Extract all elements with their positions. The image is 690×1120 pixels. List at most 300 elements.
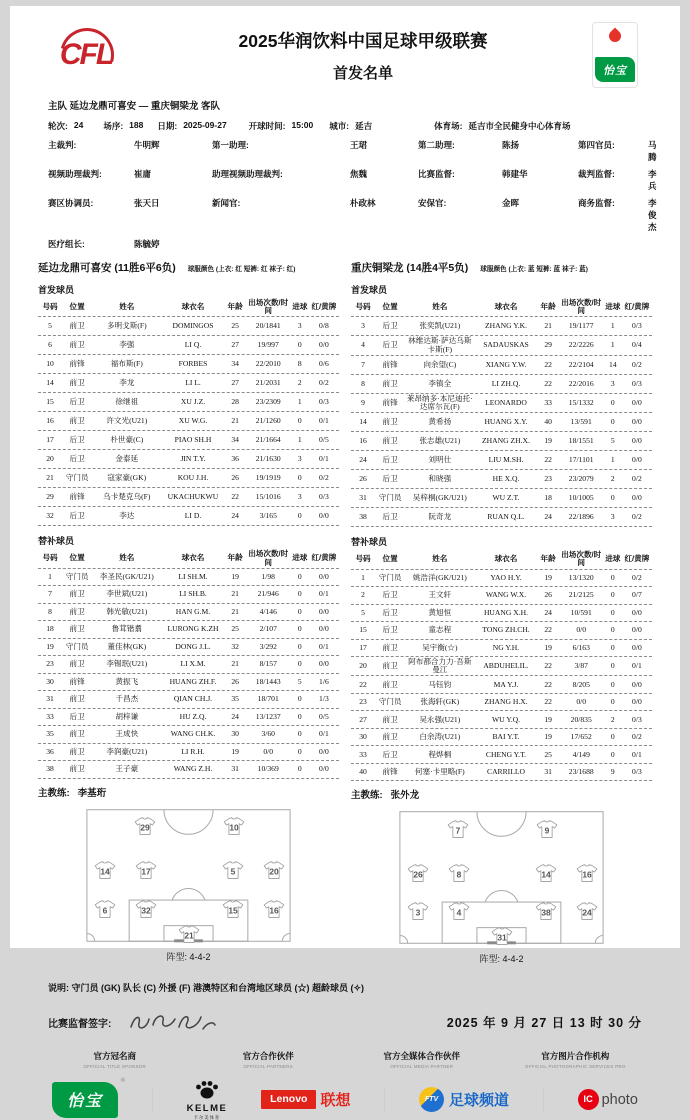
cell: 33 [359, 749, 367, 759]
cell: 李圣民(GK/U21) [99, 571, 154, 581]
cell: 姓名 [432, 554, 448, 564]
player-row [38, 656, 339, 674]
divider [543, 1087, 544, 1113]
cell: LURONG K.ZH [167, 624, 219, 634]
cell: 进球 [605, 302, 621, 312]
cell: 40 [359, 767, 367, 777]
svg-text:17: 17 [141, 866, 152, 877]
cell: 19 [231, 746, 239, 756]
cell: 张志雄(U21) [419, 436, 461, 446]
cell: 姓名 [432, 302, 448, 312]
cell: 0/0 [319, 340, 329, 350]
cell: 马钰钧 [428, 679, 452, 689]
home-starters-label: 首发球员 [38, 285, 75, 295]
cell: HUANG X.H. [483, 607, 529, 617]
player-jersey [448, 863, 470, 881]
cell: 前卫 [69, 606, 85, 616]
field-value: 陈扬 [502, 140, 520, 150]
cell: 21 [231, 416, 239, 426]
home-starters-table [38, 298, 339, 526]
field-value: 15:00 [291, 120, 314, 130]
cell: 0 [610, 607, 615, 617]
divider [384, 1087, 385, 1113]
player-row [38, 621, 339, 639]
cell: 23/1688 [568, 767, 594, 777]
player-row [351, 640, 652, 658]
cell: 32 [231, 641, 239, 651]
cell: 19 [544, 714, 552, 724]
cell: 1 [48, 571, 52, 581]
cell: 许文光(U21) [106, 416, 148, 426]
cell: 0 [297, 711, 302, 721]
cell: 守门员 [65, 473, 89, 483]
player-jersey [535, 902, 557, 920]
cell: 莱昂纳多·本尼迪托·达席尔瓦(F) [406, 393, 473, 411]
cell: 0/1 [319, 454, 329, 464]
field-label: 第一助理: [212, 140, 249, 150]
cell: 23 [46, 659, 54, 669]
match-meta-row [48, 120, 652, 132]
cell: 25 [544, 749, 552, 759]
cell: 0 [610, 697, 615, 707]
cell: HUANG ZH.F. [169, 676, 217, 686]
cell: 1/6 [319, 676, 329, 686]
yibao-logo [592, 22, 638, 88]
cell: 朴世豪(C) [110, 435, 144, 445]
cell: 34 [231, 435, 239, 445]
cell: 球衣名 [494, 554, 518, 564]
field-value: 韩建华 [502, 169, 528, 179]
cell: 17/652 [570, 732, 592, 742]
cell: 17/1101 [568, 455, 594, 465]
field-label: 城市: [329, 121, 350, 131]
cell: 球衣名 [181, 302, 205, 312]
cell: 21/1260 [255, 416, 281, 426]
cell: 李润豪(U21) [106, 746, 148, 756]
yibao-wordmark: 怡宝 [595, 57, 635, 82]
cell: 14 [359, 417, 367, 427]
svg-text:10: 10 [228, 822, 239, 833]
cell: 千昌杰 [115, 694, 139, 704]
cell: 21/1664 [255, 435, 281, 445]
cell: 0/0 [632, 455, 642, 465]
cell: 王文轩 [428, 590, 452, 600]
cell: 李世斌(U21) [106, 589, 148, 599]
cell: 红/黄牌 [624, 302, 650, 312]
cell: 3/165 [259, 511, 277, 521]
cell: 10/1005 [568, 493, 594, 503]
player-jersey [447, 820, 469, 838]
away-team-panel [351, 260, 652, 965]
cell: 前卫 [382, 714, 398, 724]
teams-section [38, 260, 652, 965]
cell: 守门员 [65, 571, 89, 581]
officials-row [48, 139, 657, 163]
cell: 后卫 [382, 749, 398, 759]
cell: 0/0 [632, 397, 642, 407]
player-row [351, 394, 652, 413]
registered-mark: ® [120, 1077, 126, 1084]
cell: 后卫 [382, 455, 398, 465]
cell: LI R.H. [181, 746, 205, 756]
player-row [351, 570, 652, 588]
cell: 后卫 [382, 512, 398, 522]
cell: 30 [231, 729, 239, 739]
meta-item [329, 120, 372, 132]
cell: 0/3 [632, 321, 642, 331]
cell: 0/2 [319, 378, 329, 388]
cell: 后卫 [69, 511, 85, 521]
cell: 0/0 [576, 625, 587, 635]
cell: 31 [46, 694, 54, 704]
cell: 后卫 [69, 435, 85, 445]
cell: 王子豪 [115, 764, 139, 774]
cell: LI L. [185, 378, 201, 388]
cell: 0/3 [632, 767, 642, 777]
field-value: 24 [73, 120, 84, 130]
svg-text:7: 7 [456, 825, 461, 836]
player-row [38, 586, 339, 604]
cell: 前卫 [69, 764, 85, 774]
cell: LEONARDO [485, 397, 527, 407]
svg-text:4: 4 [457, 907, 462, 918]
cell: 24 [544, 512, 552, 522]
cell: 0 [297, 511, 302, 521]
cell: 0/5 [319, 435, 329, 445]
cell: 13/1237 [255, 711, 281, 721]
cell: 13/591 [570, 417, 592, 427]
cell: 0/0 [632, 642, 642, 652]
cell: 23/2309 [255, 397, 281, 407]
player-jersey [222, 899, 244, 917]
svg-text:14: 14 [540, 869, 551, 880]
cell: QIAN CH.J. [173, 694, 213, 704]
cell: 位置 [382, 554, 398, 564]
cell: 3/60 [261, 729, 275, 739]
cell: 6 [48, 340, 52, 350]
cell: 22/1896 [568, 512, 594, 522]
cell: 鲁茸锴翥 [111, 624, 142, 634]
cell: 3/292 [259, 641, 277, 651]
cell: 9 [361, 397, 365, 407]
cell: 0 [297, 571, 302, 581]
cell: 20/1841 [255, 321, 281, 331]
player-jersey [576, 863, 598, 881]
cell: 19 [544, 642, 552, 652]
player-row [351, 375, 652, 394]
cell: 0/0 [319, 606, 329, 616]
cell: 0/0 [632, 625, 642, 635]
cell: 后卫 [382, 321, 398, 331]
matchup-line: 主队 延边龙鼎可喜安 — 重庆铜梁龙 客队 [48, 101, 221, 112]
cell: 0/2 [632, 359, 642, 369]
cell: 前卫 [69, 659, 85, 669]
cell: 李锡珉(U21) [106, 659, 148, 669]
cell: 年龄 [540, 554, 556, 564]
cell: 前卫 [382, 661, 398, 671]
cell: 黄旭恒 [428, 607, 452, 617]
cell: 0 [610, 572, 615, 582]
cell: 进球 [605, 554, 621, 564]
cell: 19 [231, 571, 239, 581]
player-jersey [407, 863, 429, 881]
player-row [38, 336, 339, 355]
cell: 8/157 [259, 659, 277, 669]
cell: 1 [610, 455, 615, 465]
icphoto-logo: IC photo [578, 1089, 638, 1110]
cell: 前锋 [382, 359, 398, 369]
player-jersey [178, 925, 200, 943]
officials-block [48, 139, 657, 250]
cell: 0 [610, 493, 615, 503]
cell: 0/0 [319, 624, 329, 634]
cell: 守门员 [378, 572, 402, 582]
cell: 18/1443 [255, 676, 281, 686]
player-row [351, 432, 652, 451]
cell: 23 [359, 697, 367, 707]
cell: 3/87 [574, 661, 588, 671]
cell: 前卫 [69, 729, 85, 739]
cell: 号码 [42, 553, 58, 563]
cell: 0/1 [632, 749, 642, 759]
away-subs-table [351, 550, 652, 781]
cell: 0 [297, 746, 302, 756]
cell: 姓名 [119, 302, 135, 312]
cell: UKACHUKWU [167, 492, 219, 502]
player-row [38, 374, 339, 393]
lenovo-logo: Lenovo 联想 [261, 1089, 350, 1110]
cell: 35 [46, 729, 54, 739]
cell: 24 [359, 455, 367, 465]
cell: ZHANG H.X. [484, 697, 528, 707]
cell: 李强 [119, 340, 135, 350]
player-row [38, 450, 339, 469]
cell: 1 [297, 397, 302, 407]
player-row [351, 413, 652, 432]
cell: 0/3 [632, 714, 642, 724]
cell: 22 [544, 679, 552, 689]
field-value: 牛明辉 [134, 140, 160, 150]
player-row [351, 587, 652, 605]
cell: LI X.M. [180, 659, 206, 669]
sponsor-logos-row [38, 1079, 652, 1120]
svg-text:14: 14 [100, 866, 111, 877]
field-value: 2025-09-27 [183, 120, 227, 130]
svg-text:5: 5 [230, 866, 235, 877]
player-row [351, 676, 652, 694]
sponsor-tier-labels [38, 1050, 652, 1069]
cell: 22/2010 [255, 359, 281, 369]
cell: 27 [231, 378, 239, 388]
cell: 红/黄牌 [311, 302, 337, 312]
cell: 1 [297, 435, 302, 445]
cell: LI ZH.Q. [491, 378, 521, 388]
player-jersey [407, 902, 429, 920]
cell: 红/黄牌 [624, 554, 650, 564]
cell: 8/205 [572, 679, 590, 689]
cell: 0/5 [319, 711, 329, 721]
cell: 守门员 [378, 697, 402, 707]
player-row [351, 764, 652, 782]
divider [152, 1087, 153, 1113]
svg-text:16: 16 [268, 905, 279, 916]
cell: 3 [297, 492, 302, 502]
cell: 和晓强 [428, 474, 452, 484]
cell: 0/3 [632, 378, 642, 388]
cell: 后卫 [382, 607, 398, 617]
cell: DOMINGOS [172, 321, 214, 331]
field-label: 医疗组长: [48, 239, 85, 249]
cell: 22 [544, 378, 552, 388]
cell: 向余望(C) [423, 359, 457, 369]
svg-text:6: 6 [103, 905, 108, 916]
cell: 21/946 [257, 589, 279, 599]
player-row [38, 488, 339, 507]
cell: 1/98 [261, 571, 275, 581]
title-block [134, 28, 592, 83]
cell: 5 [297, 676, 302, 686]
player-row [38, 744, 339, 762]
cell: 前卫 [69, 340, 85, 350]
field-value: 188 [129, 120, 144, 130]
cell: ZHANG ZH.X. [482, 436, 530, 446]
cell: 后卫 [69, 454, 85, 464]
signature-label: 比赛监督签字: [48, 1018, 112, 1030]
page-header [38, 6, 652, 88]
player-jersey [536, 820, 558, 838]
cell: 黄希扬 [428, 417, 452, 427]
coach-label: 主教练: [38, 787, 70, 799]
field-label: 日期: [157, 121, 178, 131]
yibao-bottom-logo: 怡宝 ® [52, 1082, 118, 1118]
meta-item [249, 120, 314, 132]
field-label: 开球时间: [248, 121, 286, 131]
svg-text:32: 32 [141, 905, 152, 916]
cell: 23 [544, 474, 552, 484]
cell: 前卫 [382, 679, 398, 689]
cell: LI SH.M. [178, 571, 208, 581]
player-jersey [223, 817, 245, 835]
field-label: 第四官员: [578, 140, 615, 150]
player-jersey [448, 902, 470, 920]
cell: 前锋 [69, 492, 85, 502]
cell: 位置 [69, 553, 85, 563]
field-value: 延吉市全民健身中心体育场 [468, 121, 571, 131]
home-team-header [38, 260, 339, 275]
player-jersey [94, 861, 116, 879]
cell: 3 [297, 321, 302, 331]
cell: 年龄 [540, 302, 556, 312]
cell: 0/0 [632, 417, 642, 427]
cell: 13/1320 [568, 572, 594, 582]
cell: 守门员 [378, 493, 402, 503]
player-row [38, 507, 339, 526]
cell: 25 [231, 321, 239, 331]
cell: 李达 [119, 511, 135, 521]
cell: 0 [297, 764, 302, 774]
cell: 21 [231, 589, 239, 599]
cell: 27 [231, 340, 239, 350]
cfl-logo-text: CFL [59, 38, 113, 71]
page-title: 2025华润饮料中国足球甲级联赛 [238, 30, 488, 51]
player-row [38, 355, 339, 374]
cell: LI SH.B. [179, 589, 207, 599]
player-jersey [222, 861, 244, 879]
cell: 0/6 [319, 359, 329, 369]
cell: 35 [231, 694, 239, 704]
player-row [38, 674, 339, 692]
svg-text:20: 20 [268, 866, 279, 877]
field-label: 裁判监督: [578, 169, 615, 179]
cell: 22/2016 [568, 378, 594, 388]
cell: HU Z.Q. [179, 711, 207, 721]
cell: MA Y.J. [493, 679, 519, 689]
supervisor-signature [125, 1008, 220, 1036]
cell: 前卫 [382, 732, 398, 742]
cell: 前锋 [69, 676, 85, 686]
player-jersey [576, 902, 598, 920]
cell: 徐继祖 [115, 397, 139, 407]
ic-circle-icon: IC [578, 1089, 599, 1110]
cell: 0 [297, 416, 302, 426]
cell: 进球 [292, 553, 308, 563]
cell: 白余涛(U21) [419, 732, 461, 742]
cell: 21/2125 [568, 590, 594, 600]
cell: 15 [359, 625, 367, 635]
away-starters-table [351, 298, 652, 527]
cell: 21 [231, 606, 239, 616]
cell: 吴梓桐(GK/U21) [412, 493, 467, 503]
player-row [38, 431, 339, 450]
cell: LI D. [184, 511, 202, 521]
cell: 20 [359, 661, 367, 671]
cell: 0/3 [319, 397, 329, 407]
cell: ABDUHELIL. [483, 661, 529, 671]
cell: 年龄 [227, 553, 243, 563]
svg-text:31: 31 [496, 933, 507, 944]
svg-text:26: 26 [413, 869, 424, 880]
cell: 红/黄牌 [311, 553, 337, 563]
cell: 2 [297, 378, 302, 388]
player-jersey [263, 861, 285, 879]
cell: 0 [297, 589, 302, 599]
cell: 前锋 [382, 397, 398, 407]
field-label: 商务监督: [578, 198, 615, 208]
cell: 后卫 [382, 474, 398, 484]
player-row [351, 694, 652, 712]
cell: 8 [361, 378, 365, 388]
cell: 董佳林(GK) [107, 641, 147, 651]
cell: 20 [46, 454, 54, 464]
field-value: 马腾 [648, 140, 657, 162]
table-header-row [38, 298, 339, 317]
cell: 0/4 [632, 340, 642, 350]
cell: HAN G.M. [175, 606, 211, 616]
svg-text:3: 3 [416, 907, 421, 918]
cell: 0/1 [319, 416, 329, 426]
cell: 出场次数/时间 [248, 549, 289, 567]
cell: 童志程 [428, 625, 452, 635]
home-subs-table [38, 549, 339, 778]
cell: 0/1 [319, 589, 329, 599]
cell: 前卫 [382, 436, 398, 446]
cell: 0 [610, 661, 615, 671]
field-label: 视频助理裁判: [48, 169, 102, 179]
cell: 22 [544, 359, 552, 369]
cell: 22 [359, 679, 367, 689]
meta-item [48, 120, 83, 132]
cell: 22 [544, 697, 552, 707]
